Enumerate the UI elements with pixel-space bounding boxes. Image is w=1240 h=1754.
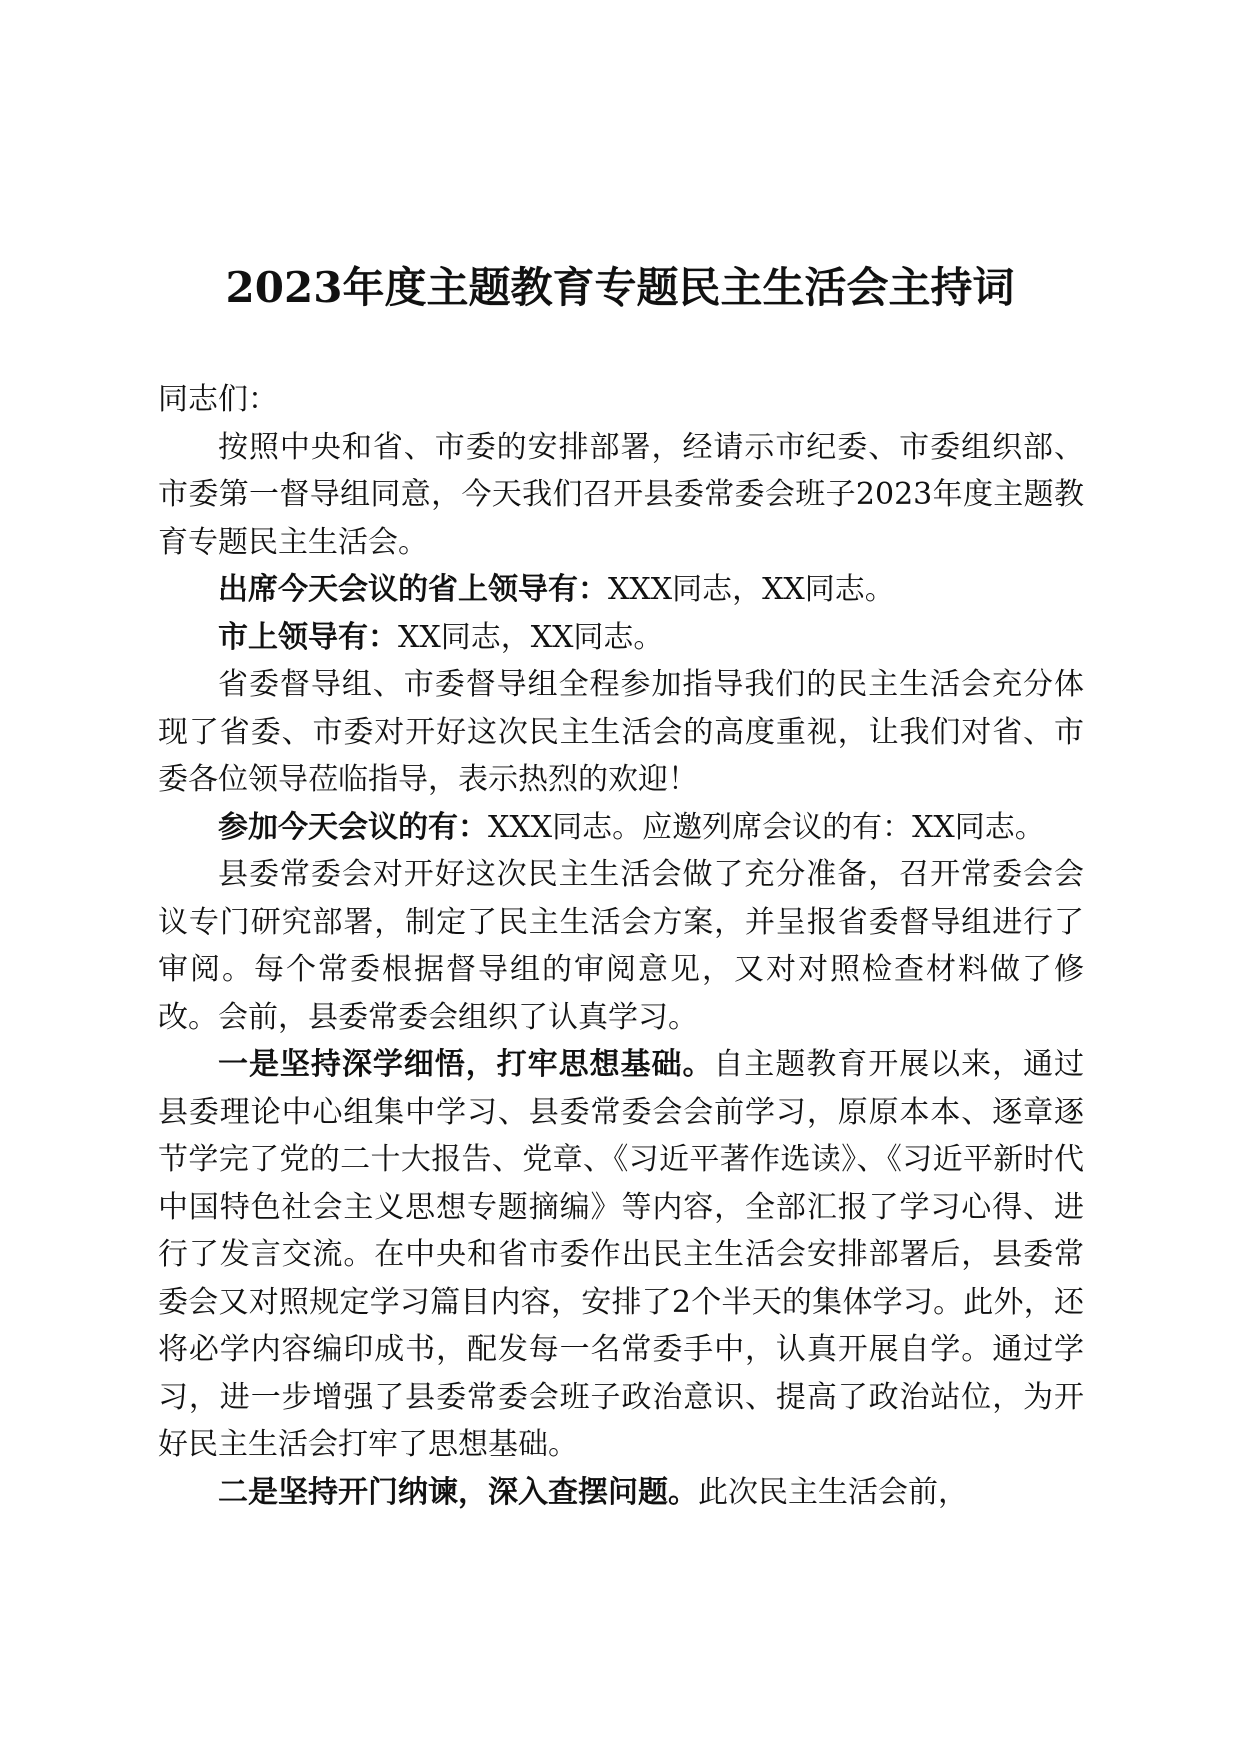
provincial-leaders-label: 出席今天会议的省上领导有：	[218, 572, 608, 607]
attendees-label: 参加今天会议的有：	[218, 809, 488, 845]
point-one-text: 自主题教育开展以来，通过县委理论中心组集中学习、县委常委会会前学习，原原本本、逐章逐节学完了党的二十大报告、党章、《习近平著作选读》、《习近平新时代中国特色社会主义思想专题摘编》等内容，全部汇报了学习心得、进行了发言交流。在中央和省市委作出民主生活会安排部署后，县委常委会又对照规定学习篇目内容，安排了2个半天的集体学习。此外，还将必学内容编印成书，配发每一名常委手中，认真开展自学。通过学习，进一步增强了县委常委会班子政治意识、提高了政治站位，为开好民主生活会打牢了思想基础。	[158, 1047, 1085, 1462]
paragraph-attendees	[158, 804, 1084, 852]
city-leaders-names: XX同志，XX同志。	[398, 619, 664, 655]
salutation: 同志们：	[158, 382, 278, 417]
paragraph-point-two	[158, 1469, 1084, 1517]
paragraph-opening: 按照中央和省、市委的安排部署，经请示市纪委、市委组织部、市委第一督导组同意，今天我们召开县委常委会班子2023年度主题教育专题民主生活会。	[158, 429, 1084, 560]
paragraph-point-one	[158, 1041, 1084, 1469]
city-leaders-label: 市上领导有：	[218, 619, 398, 655]
document-body	[158, 376, 1084, 1516]
document-title: 2023年度主题教育专题民主生活会主持词	[225, 263, 1015, 313]
provincial-leaders-names: XXX同志，XX同志。	[608, 572, 895, 607]
point-two-heading: 二是坚持开门纳谏，深入查摆问题。	[218, 1474, 698, 1510]
point-one-heading: 一是坚持深学细悟，打牢思想基础。	[218, 1047, 714, 1082]
point-two-text: 此次民主生活会前，	[698, 1474, 968, 1510]
attendees-names: XXX同志。应邀列席会议的有：XX同志。	[488, 809, 1045, 845]
paragraph-provincial-leaders	[158, 566, 1084, 614]
paragraph-city-leaders	[158, 614, 1084, 662]
paragraph-welcome: 省委督导组、市委督导组全程参加指导我们的民主生活会充分体现了省委、市委对开好这次民主生活会的高度重视，让我们对省、市委各位领导莅临指导，表示热烈的欢迎！	[158, 667, 1084, 797]
paragraph-preparation: 县委常委会对开好这次民主生活会做了充分准备，召开常委会会议专门研究部署，制定了民主生活会方案，并呈报省委督导组进行了审阅。每个常委根据督导组的审阅意见，又对对照检查材料做了修改。会前，县委常委会组织了认真学习。	[158, 857, 1084, 1035]
